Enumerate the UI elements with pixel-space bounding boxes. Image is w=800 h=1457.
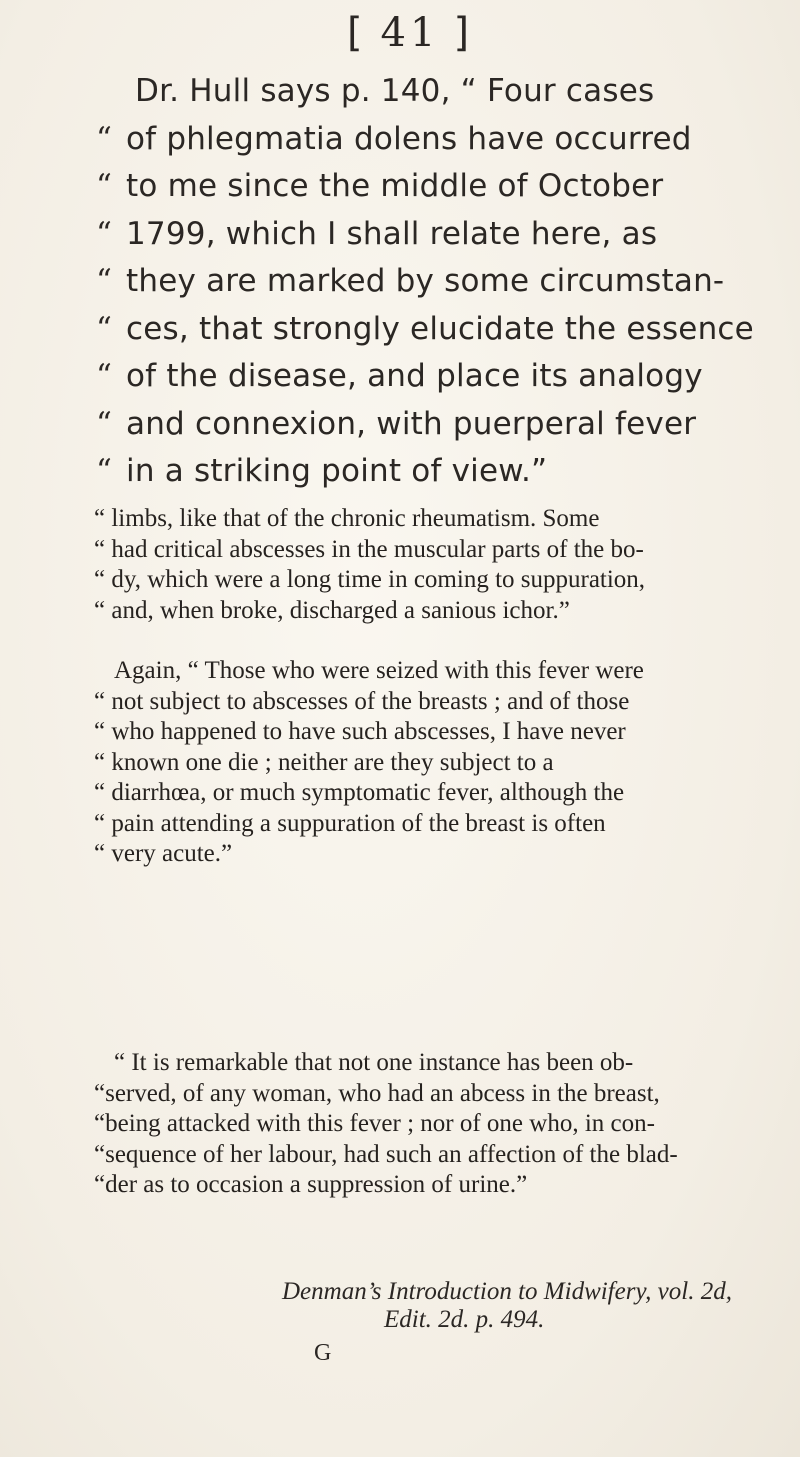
main-quote-line: Dr. Hull says p. 140, “ Four cases: [135, 73, 655, 109]
page-number: 41: [380, 10, 440, 56]
footnote-3: [94, 1048, 794, 1201]
close-bracket: ]: [453, 10, 474, 56]
citation-line-2: Edit. 2d. p. 494.: [384, 1306, 545, 1333]
main-quote-line: “ to me since the middle of October: [96, 168, 664, 204]
footnote-line: “being attacked with this fever ; nor of one who, in con-: [94, 1110, 655, 1137]
footnote-line: “ not subject to abscesses of the breasts ; and of those: [94, 687, 630, 715]
line-text: in a striking point of view.”: [126, 453, 548, 489]
line-text: very acute.”: [111, 840, 233, 867]
signature-mark: G: [314, 1340, 332, 1366]
footnote-line: “ diarrhœa, or much symptomatic fever, although the: [94, 779, 625, 806]
open-bracket: [: [346, 10, 367, 56]
line-text: of the disease, and place its analogy: [126, 358, 703, 394]
line-text: who happened to have such abscesses, I have never: [111, 718, 626, 745]
main-quote-line: “ they are marked by some circumstan-: [96, 263, 725, 299]
line-text: known one die ; neither are they subject to a: [111, 748, 554, 776]
main-quote-block: [96, 68, 786, 496]
footnote-line: “ limbs, like that of the chronic rheumatism. Some: [94, 505, 600, 532]
main-quote-line: “ of phlegmatia dolens have occurred: [96, 120, 692, 157]
main-quote-line: “ ces, that strongly elucidate the essence: [96, 310, 754, 347]
footnote-line: “ very acute.”: [94, 840, 233, 867]
citation-line-1: Denman’s Introduction to Midwifery, vol. 2d,: [282, 1278, 732, 1305]
line-text: and connexion, with puerperal fever: [126, 405, 697, 442]
footnote-line: “ known one die ; neither are they subject to a: [94, 748, 554, 776]
line-text: 1799, which I shall relate here, as: [126, 215, 658, 252]
line-text: dy, which were a long time in coming to suppuration,: [111, 566, 646, 593]
line-text: not subject to abscesses of the breasts ; and of those: [111, 687, 630, 715]
line-text: to me since the middle of October: [126, 168, 664, 204]
line-text: pain attending a suppuration of the breast is often: [111, 809, 606, 837]
footnote-line: “ pain attending a suppuration of the breast is often: [94, 809, 606, 837]
footnote-line: “ It is remarkable that not one instance has been ob-: [114, 1049, 634, 1076]
footnote-1: [94, 504, 794, 626]
line-text: of phlegmatia dolens have occurred: [126, 120, 692, 157]
main-quote-line: “ of the disease, and place its analogy: [96, 358, 703, 394]
footnote-line: “ dy, which were a long time in coming to suppuration,: [94, 566, 646, 593]
line-text: and, when broke, discharged a sanious ichor.”: [111, 596, 570, 624]
footnote-line: “der as to occasion a suppression of urine.”: [94, 1171, 528, 1198]
footnote-line: “served, of any woman, who had an abcess in the breast,: [94, 1079, 660, 1107]
line-text: served, of any woman, who had an abcess in the breast,: [105, 1079, 660, 1107]
footnote-line: Again, “ Those who were seized with this fever were: [114, 657, 644, 684]
main-quote-line: “ and connexion, with puerperal fever: [96, 405, 697, 442]
line-text: limbs, like that of the chronic rheumatism. Some: [111, 505, 600, 532]
footnote-line: “sequence of her labour, had such an affection of the blad-: [94, 1140, 678, 1168]
line-text: sequence of her labour, had such an affection of the blad-: [105, 1140, 678, 1168]
footnote-2: [94, 656, 794, 870]
line-text: diarrhœa, or much symptomatic fever, although the: [111, 779, 625, 806]
main-quote-line: “ 1799, which I shall relate here, as: [96, 215, 658, 252]
line-text: had critical abscesses in the muscular parts of the bo-: [111, 535, 644, 563]
footnote-line: “ who happened to have such abscesses, I have never: [94, 718, 626, 745]
line-text: they are marked by some circumstan-: [126, 263, 725, 299]
footnote-line: “ had critical abscesses in the muscular parts of the bo-: [94, 535, 644, 563]
line-text: ces, that strongly elucidate the essence: [126, 310, 754, 347]
main-quote-line: “ in a striking point of view.”: [96, 453, 548, 489]
page-header: [300, 10, 520, 56]
line-text: being attacked with this fever ; nor of one who, in con-: [105, 1110, 655, 1137]
line-text: der as to occasion a suppression of urine.”: [105, 1171, 528, 1198]
footnote-line: “ and, when broke, discharged a sanious ichor.”: [94, 596, 570, 624]
